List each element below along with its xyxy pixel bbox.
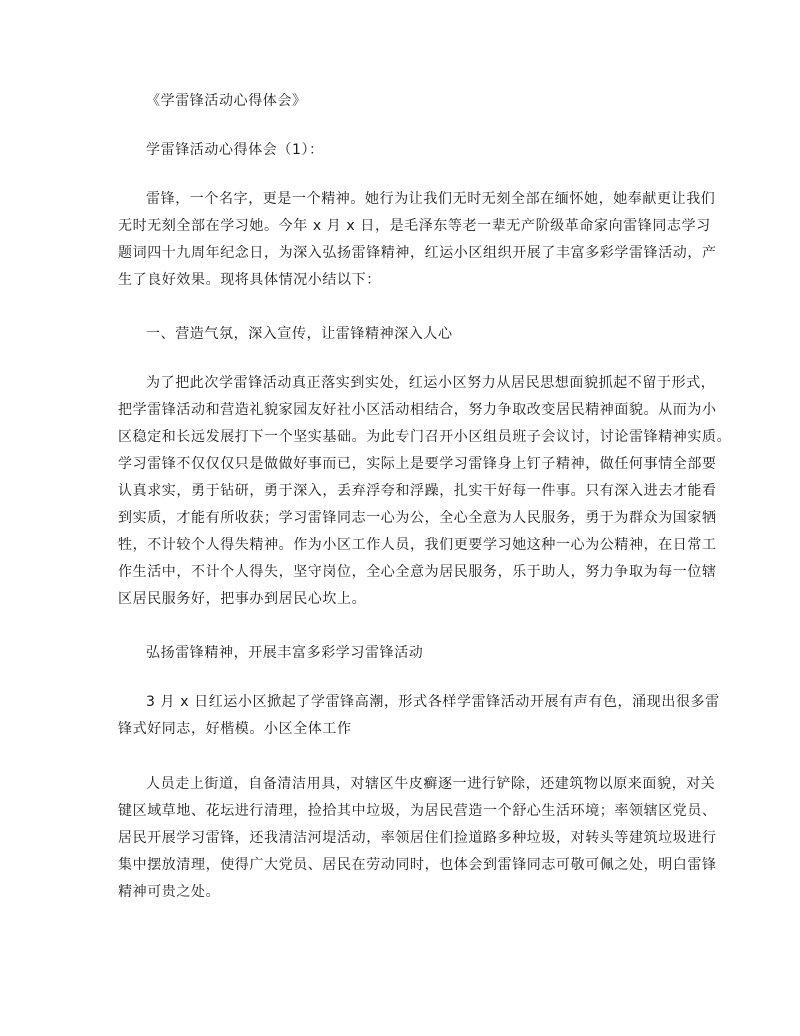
intro-line: 题词四十九周年纪念日，为深入弘扬雷锋精神，红运小区组织开展了丰富多彩学雷锋活动，产: [118, 245, 717, 261]
section1-heading: 一、营造气氛，深入宣传，让雷锋精神深入人心: [146, 326, 453, 342]
section3-line: 人员走上街道，自备清洁用具，对辖区牛皮癣逐一进行铲除，还建筑物以原来面貌，对关: [146, 776, 716, 792]
section1-line: 为了把此次学雷锋活动真正落实到实处，红运小区努力从居民思想面貌抓起不留于形式，: [146, 375, 716, 391]
section1-line: 学习雷锋不仅仅仅只是做做好事而已，实际上是要学习雷锋身上钉子精神，做任何事情全部要: [118, 456, 717, 472]
document-title: 《学雷锋活动心得体会》: [146, 93, 307, 109]
section1-line: 认真求实，勇于钻研，勇于深入，丢弃浮夸和浮躁，扎实干好每一件事。只有深入进去才能看: [118, 483, 717, 499]
section1-line: 把学雷锋活动和营造礼貌家园友好社小区活动相结合，努力争取改变居民精神面貌。从而为小: [118, 402, 717, 418]
section1-line: 牲，不计较个人得失精神。作为小区工作人员，我们更要学习她这种一心为公精神，在日常工: [118, 537, 717, 553]
section3-line: 居民开展学习雷锋，还我清洁河堤活动，率领居住们捡道路多种垃圾，对转头等建筑垃圾进行: [118, 830, 717, 846]
section2-line: 锋式好同志，好楷模。小区全体工作: [118, 721, 352, 737]
intro-line: 无时无刻全部在学习她。今年 x 月 x 日，是毛泽东等老一辈无产阶级革命家向雷锋同志学习: [118, 218, 711, 234]
intro-line: 雷锋，一个名字，更是一个精神。她行为让我们无时无刻全部在缅怀她，她奉献更让我们: [146, 191, 716, 207]
section1-line: 区居民服务好，把事办到居民心坎上。: [118, 591, 367, 607]
section2-heading: 弘扬雷锋精神，开展丰富多彩学习雷锋活动: [146, 645, 424, 661]
section1-line: 区稳定和长远发展打下一个坚实基础。为此专门召开小区组员班子会议讨，讨论雷锋精神实质。: [118, 429, 732, 445]
intro-line: 生了良好效果。现将具体情况小结以下：: [118, 272, 381, 288]
section1-line: 作生活中，不计个人得失，坚守岗位，全心全意为居民服务，乐于助人，努力争取为每一位辖: [118, 564, 717, 580]
section3-line: 精神可贵之处。: [118, 884, 221, 900]
section3-line: 键区域草地、花坛进行清理，捡拾其中垃圾，为居民营造一个舒心生活环境；率领辖区党员、: [118, 803, 717, 819]
section1-line: 到实质，才能有所收获；学习雷锋同志一心为公，全心全意为人民服务，勇于为群众为国家牺: [118, 510, 717, 526]
section2-line: 3 月 x 日红运小区掀起了学雷锋高潮，形式各样学雷锋活动开展有声有色，涌现出很多雷: [146, 694, 720, 710]
document-subtitle: 学雷锋活动心得体会（1）：: [146, 142, 324, 158]
section3-line: 集中摆放清理，使得广大党员、居民在劳动同时，也体会到雷锋同志可敬可佩之处，明白雷锋: [118, 857, 717, 873]
